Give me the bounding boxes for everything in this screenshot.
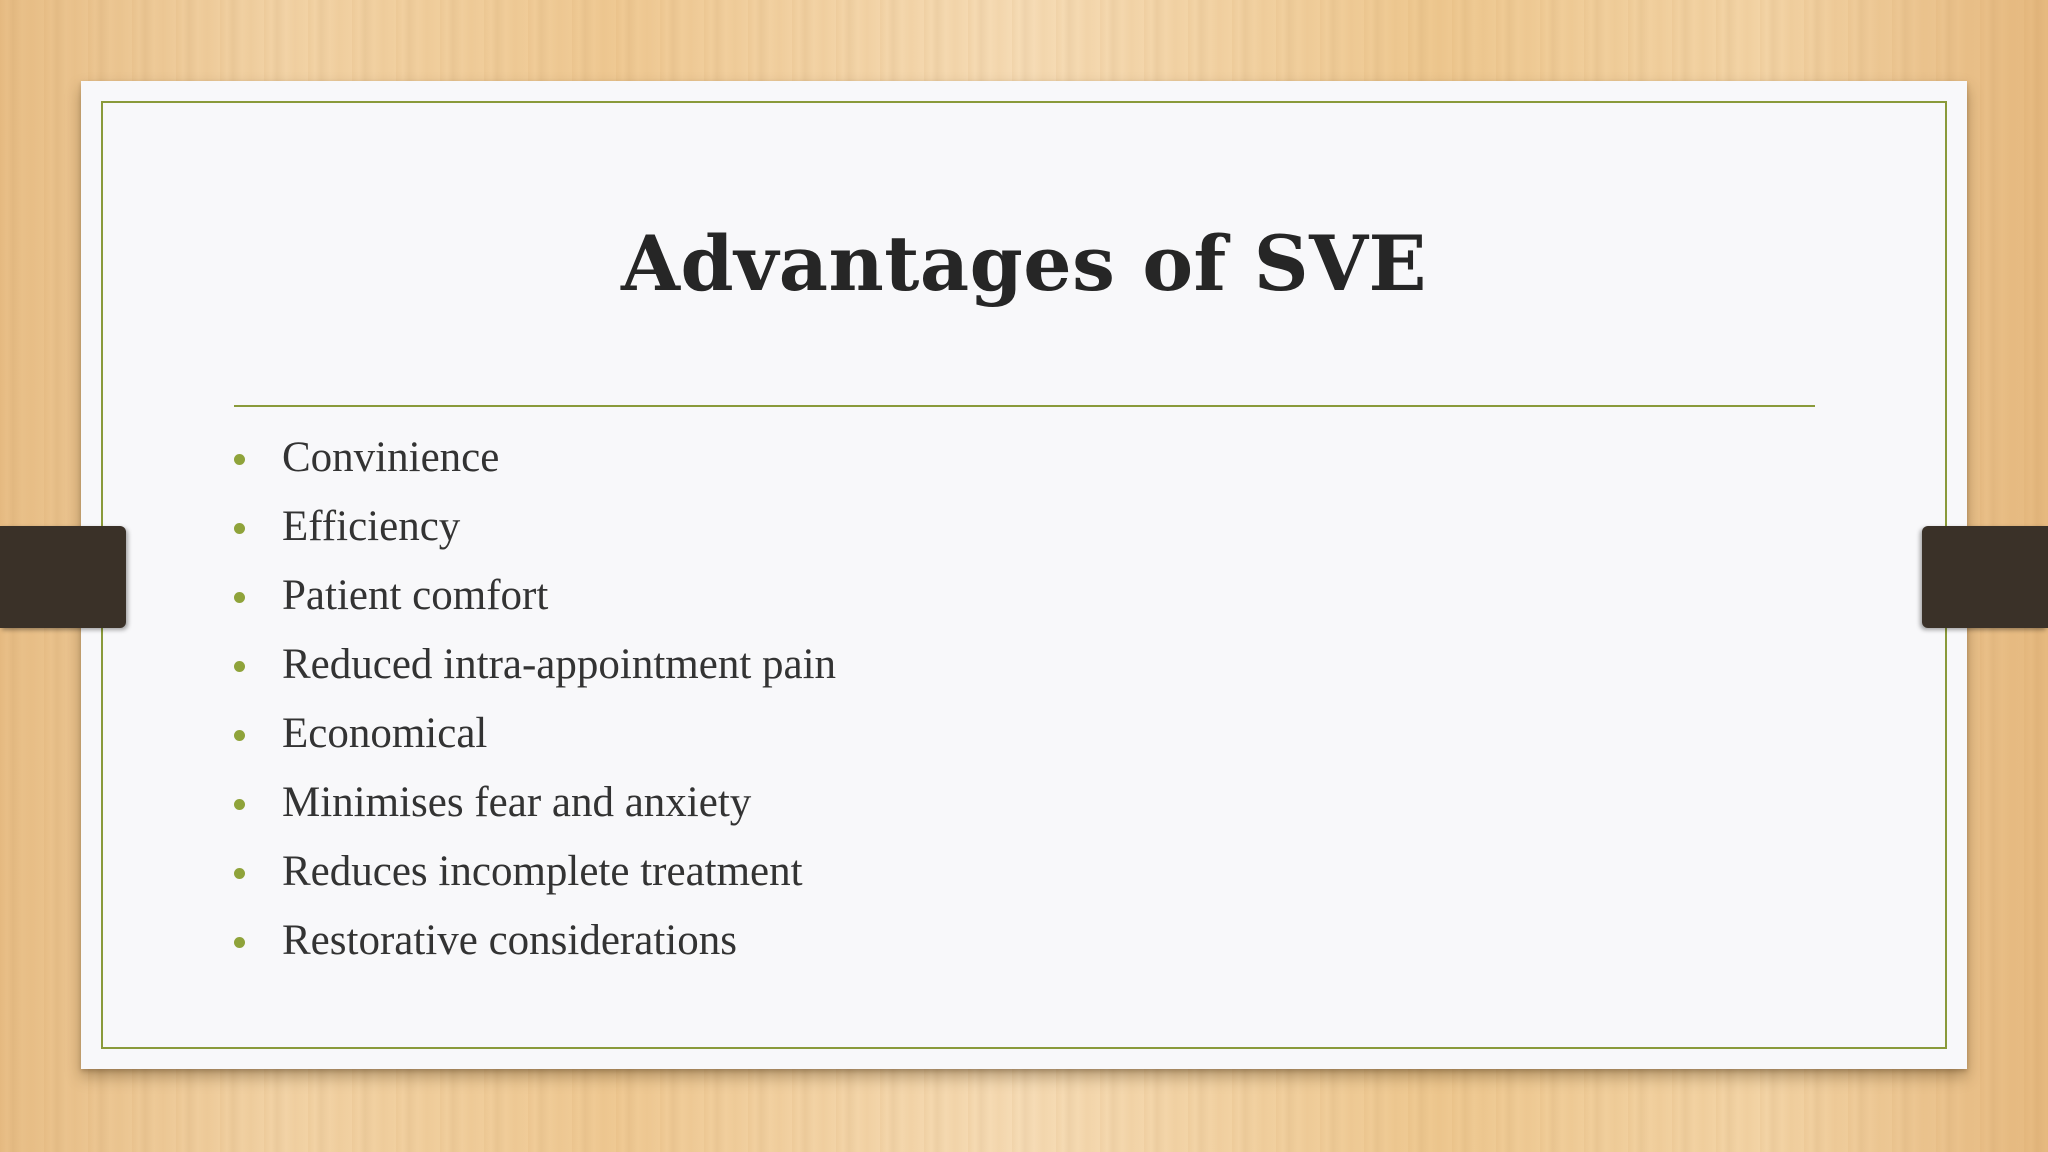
bullet-dot-icon (234, 523, 245, 534)
bullet-dot-icon (234, 661, 245, 672)
bullet-dot-icon (234, 730, 245, 741)
bullet-dot-icon (234, 799, 245, 810)
bullet-item-incomplete-treatment (234, 842, 836, 911)
bullet-dot-icon (234, 454, 245, 465)
bullet-dot-icon (234, 868, 245, 879)
slide-title: Advantages of SVE (621, 219, 1427, 308)
right-binder-clip (1922, 526, 2048, 628)
bullet-text: Patient comfort (282, 572, 549, 619)
bullet-dot-icon (234, 937, 245, 948)
bullet-text: Economical (282, 710, 488, 757)
bullet-item-convenience (234, 428, 836, 497)
bullet-text: Efficiency (282, 503, 461, 550)
bullet-item-economical (234, 704, 836, 773)
bullet-list (234, 428, 836, 980)
title-divider (234, 405, 1815, 407)
bullet-text: Reduces incomplete treatment (282, 848, 803, 895)
left-binder-clip (0, 526, 126, 628)
bullet-item-efficiency (234, 497, 836, 566)
bullet-item-restorative (234, 911, 836, 980)
bullet-item-minimises-fear (234, 773, 836, 842)
bullet-text: Restorative considerations (282, 917, 737, 964)
bullet-item-patient-comfort (234, 566, 836, 635)
bullet-text: Minimises fear and anxiety (282, 779, 752, 826)
bullet-text: Reduced intra-appointment pain (282, 641, 837, 688)
bullet-text: Convinience (282, 434, 500, 481)
bullet-item-reduced-pain (234, 635, 836, 704)
bullet-dot-icon (234, 592, 245, 603)
